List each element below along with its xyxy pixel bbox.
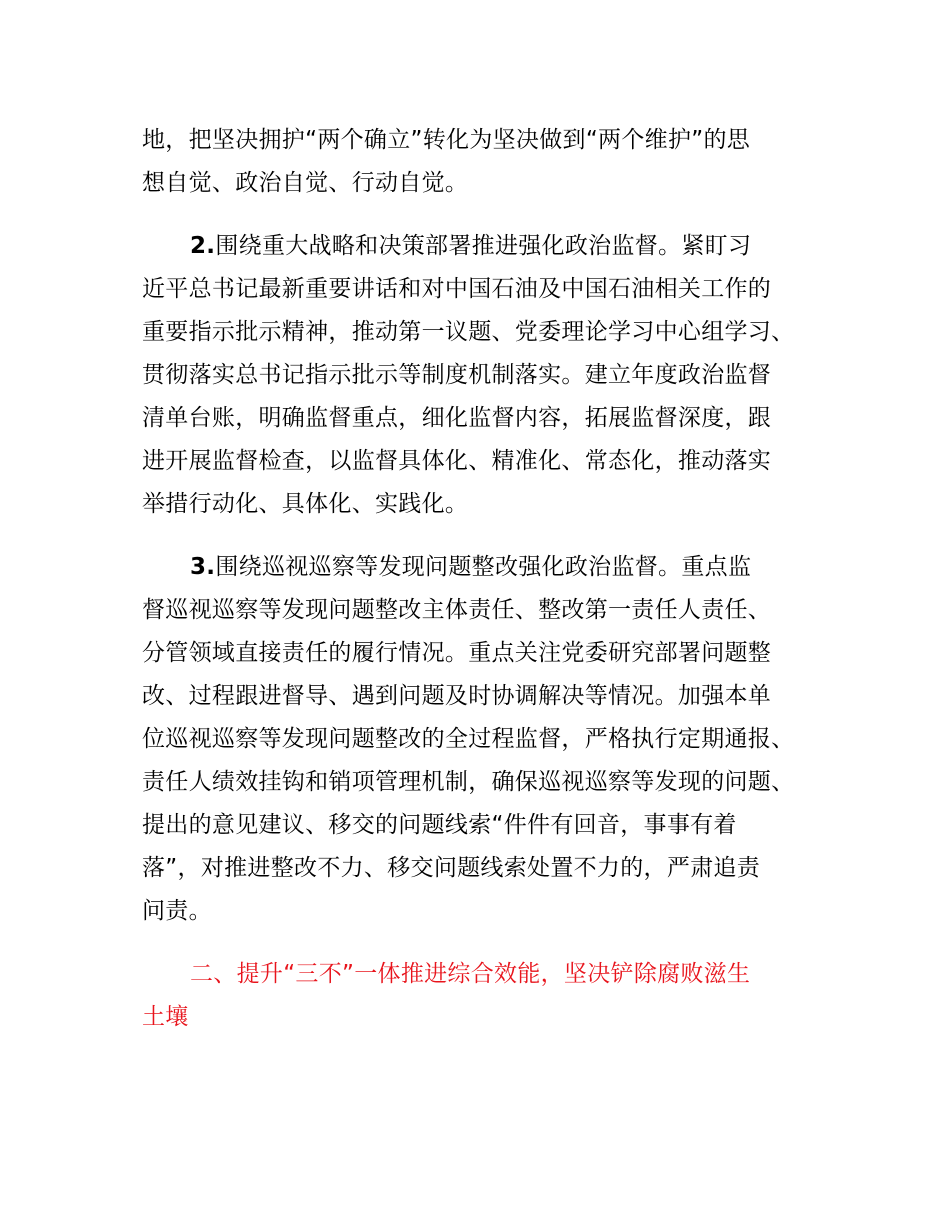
item3-line-9: 问责。 <box>142 898 212 924</box>
item3-line-4: 改、过程跟进督导、遇到问题及时协调解决等情况。加强本单 <box>142 683 772 709</box>
item3-line-7: 提出的意见建议、移交的问题线索“件件有回音，事事有着 <box>142 812 737 838</box>
item3-first-line <box>190 552 751 582</box>
section2-heading-line-2: 土壤 <box>142 1004 189 1030</box>
item2-first-line <box>190 231 751 261</box>
item3-line-5: 位巡视巡察等发现问题整改的全过程监督，严格执行定期通报、 <box>142 726 795 752</box>
item2-line-2: 近平总书记最新重要讲话和对中国石油及中国石油相关工作的 <box>142 276 772 302</box>
item2-number: 2. <box>190 233 216 259</box>
item2-line-4: 贯彻落实总书记指示批示等制度机制落实。建立年度政治监督 <box>142 362 772 388</box>
item2-line-7: 举措行动化、具体化、实践化。 <box>142 491 469 517</box>
item3-line-3: 分管领域直接责任的履行情况。重点关注党委研究部署问题整 <box>142 640 772 666</box>
intro-line-1: 地，把坚决拥护“两个确立”转化为坚决做到“两个维护”的思 <box>142 127 751 153</box>
item2-line-5: 清单台账，明确监督重点，细化监督内容，拓展监督深度，跟 <box>142 405 772 431</box>
item3-line-6: 责任人绩效挂钩和销项管理机制，确保巡视巡察等发现的问题、 <box>142 769 795 795</box>
item3-line-2: 督巡视巡察等发现问题整改主体责任、整改第一责任人责任、 <box>142 597 772 623</box>
item3-line-8: 落”，对推进整改不力、移交问题线索处置不力的，严肃追责 <box>142 855 761 881</box>
intro-line-2: 想自觉、政治自觉、行动自觉。 <box>142 170 469 196</box>
section2-heading-line-1: 二、提升“三不”一体推进综合效能，坚决铲除腐败滋生 <box>190 961 751 987</box>
item2-line-6: 进开展监督检查，以监督具体化、精准化、常态化，推动落实 <box>142 448 772 474</box>
item2-heading-text: 围绕重大战略和决策部署推进强化政治监督。紧盯习 <box>215 233 752 259</box>
item3-number: 3. <box>190 554 216 580</box>
item3-heading-text: 围绕巡视巡察等发现问题整改强化政治监督。重点监 <box>215 554 752 580</box>
item2-line-3: 重要指示批示精神，推动第一议题、党委理论学习中心组学习、 <box>142 319 795 345</box>
